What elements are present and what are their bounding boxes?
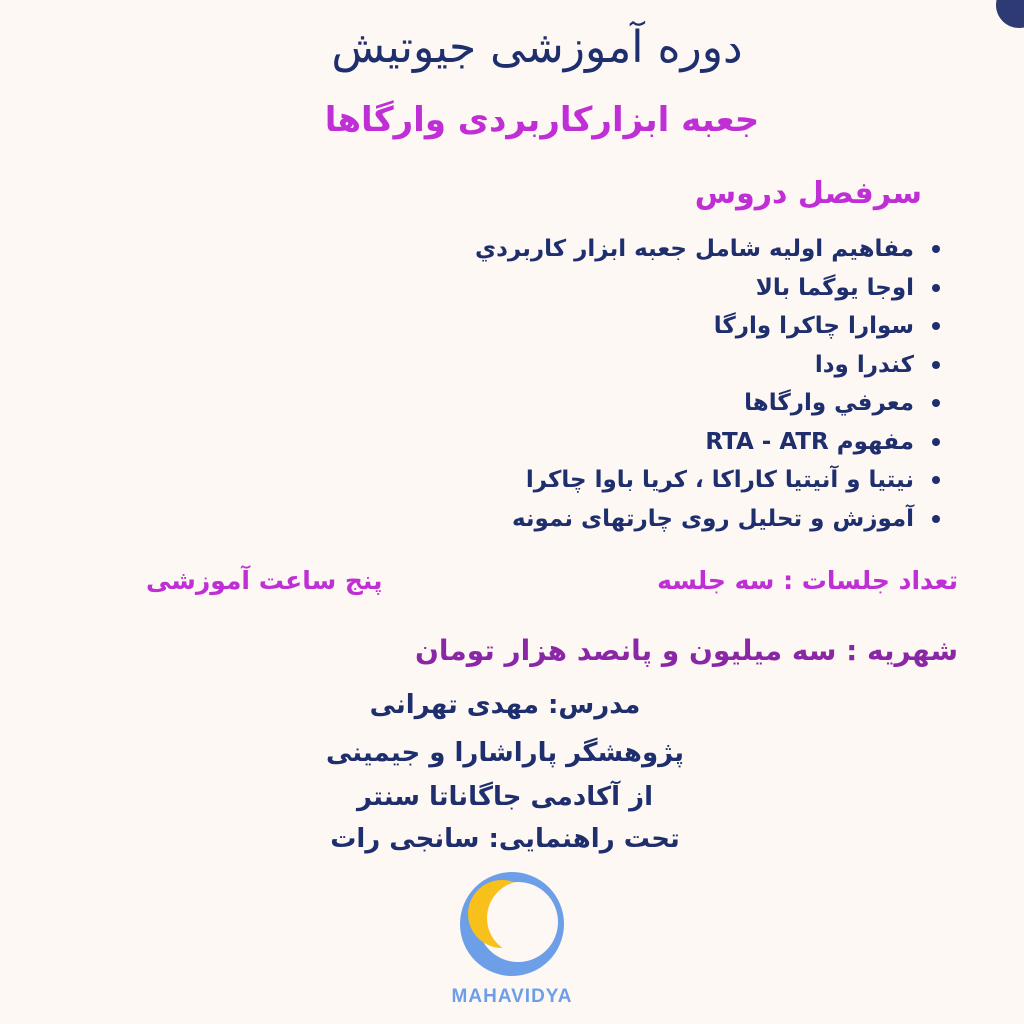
page-title: دوره آموزشی جیوتیش <box>331 22 743 73</box>
list-item-label: کندرا ودا <box>814 351 914 378</box>
bullet-icon <box>932 438 940 446</box>
list-item-label: آموزش و تحلیل روی چارتهای نمونه <box>511 505 914 532</box>
logo-wordmark: MAHAVIDYA <box>451 986 573 1007</box>
instructor-academy: از آکادمی جاگاناتا سنتر <box>357 782 653 812</box>
list-item <box>380 346 940 385</box>
list-item-label: معرفي وارگاها <box>744 390 914 416</box>
list-item <box>380 423 940 462</box>
bullet-icon <box>932 476 940 484</box>
list-item-label: مفهوم RTA - ATR <box>705 428 914 455</box>
bullet-icon <box>932 245 940 253</box>
list-item-label: مفاهیم اولیه شامل جعبه ابزار کاربردي <box>475 236 914 262</box>
bullet-icon <box>932 515 940 523</box>
bullet-icon <box>932 361 940 369</box>
instructor-supervision: تحت راهنمایی: سانجی رات <box>330 824 680 854</box>
list-item <box>380 384 940 423</box>
instructor-name: مدرس: مهدی تهرانی <box>369 690 641 720</box>
list-item-label: نیتیا و آنیتیا کاراکا ، کریا باوا چاکرا <box>525 467 914 493</box>
instructor-role: پژوهشگر پاراشارا و جیمینی <box>325 738 685 768</box>
bullet-icon <box>932 399 940 407</box>
list-item <box>380 230 940 269</box>
sessions-count: تعداد جلسات : سه جلسه <box>657 566 958 595</box>
list-item <box>380 461 940 500</box>
course-hours: پنج ساعت آموزشی <box>146 566 383 595</box>
bullet-icon <box>932 284 940 292</box>
logo-moon <box>468 880 536 948</box>
list-item-label: اوجا یوگما بالا <box>755 274 914 301</box>
list-item <box>380 307 940 346</box>
list-item <box>380 500 940 539</box>
syllabus-heading: سرفصل دروس <box>694 176 922 211</box>
syllabus-list <box>380 230 940 538</box>
tuition-fee: شهریه : سه میلیون و پانصد هزار تومان <box>414 634 958 667</box>
list-item-label: سوارا چاکرا وارگا <box>713 313 914 339</box>
bullet-icon <box>932 322 940 330</box>
list-item <box>380 269 940 308</box>
page-subtitle: جعبه ابزارکاربردی وارگاها <box>324 100 760 140</box>
